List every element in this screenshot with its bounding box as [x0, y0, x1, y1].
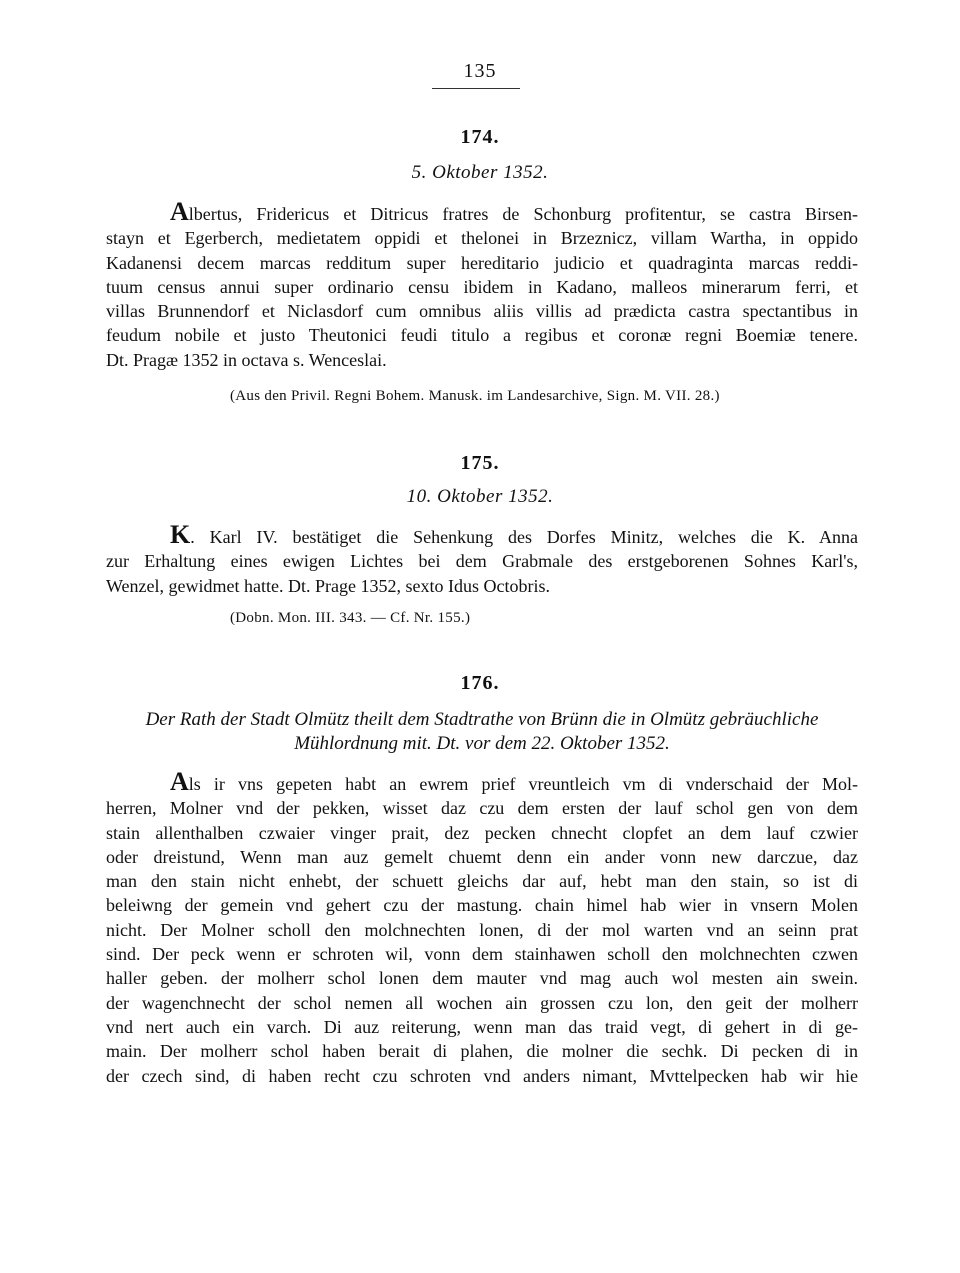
- text-line: Dt. Pragæ 1352 in octava s. Wenceslai.: [106, 349, 387, 370]
- text-line: Wenzel, gewidmet hatte. Dt. Prage 1352, sexto Idus Octobris.: [106, 575, 550, 596]
- entry-175-number: 175.: [460, 452, 500, 474]
- text-line: stayn et Egerberch, medietatem oppidi et thelonei in Brzeznicz, villam Wartha, in oppido: [106, 228, 858, 249]
- text-line: oder dreistund, Wenn man auz gemelt chuemt denn ein ander vonn new darczue, daz: [106, 846, 858, 867]
- text-line: herren, Molner vnd der pekken, wisset daz czu dem ersten der lauf schol gen von dem: [106, 798, 858, 819]
- heading-line: Der Rath der Stadt Olmütz theilt dem Stadtrathe von Brünn die in Olmütz gebräuchliche: [145, 709, 819, 730]
- text-line: feudum nobile et justo Theutonici feudi titulo a regibus et coronæ regni Boemiæ tenere.: [106, 325, 858, 346]
- entry-175-text: [106, 520, 858, 598]
- entry-174-source: (Aus den Privil. Regni Bohem. Manusk. im Landesarchive, Sign. M. VII. 28.): [230, 388, 720, 404]
- heading-line: Mühlordnung mit. Dt. vor dem 22. Oktober 1352.: [294, 733, 670, 754]
- text-line: man den stain nicht enhebt, der schuett gleichs dar auf, hebt man den stain, so ist di: [106, 871, 858, 892]
- entry-176-number: 176.: [460, 672, 500, 694]
- text-line: Albertus, Fridericus et Ditricus fratres de Schonburg profitentur, se castra Birsen-: [170, 197, 858, 226]
- entry-175-source: (Dobn. Mon. III. 343. — Cf. Nr. 155.): [230, 610, 471, 626]
- drop-initial: K: [170, 520, 191, 549]
- drop-initial: A: [170, 767, 189, 796]
- text-line: Kadanensi decem marcas redditum super hereditario judicio et quadraginta marcas reddi-: [106, 252, 858, 273]
- entry-174-date: 5. Oktober 1352.: [411, 162, 549, 183]
- entry-175-date: 10. Oktober 1352.: [406, 486, 554, 507]
- text-line: main. Der molherr schol haben berait di plahen, die molner die sechk. Di pecken di in: [106, 1041, 858, 1062]
- text-line: der wagenchnecht der schol nemen all wochen ain grossen czu lon, den geit der molherr: [106, 992, 858, 1013]
- text-line: beleiwng der gemein vnd gehert czu der mastung. chain himel hab wier in vnsern Molen: [106, 895, 858, 916]
- text-line: zur Erhaltung eines ewigen Lichtes bei dem Grabmale des erstgeborenen Sohnes Karl's,: [106, 551, 858, 572]
- text-line: vnd nert auch ein varch. Di auz reiterung, wenn man das traid vegt, di gehert in di ge-: [106, 1016, 858, 1037]
- text-line: haller geben. der molherr schol lonen dem mauter vnd mag auch wol mesten ain swein.: [106, 968, 858, 989]
- page-number: 135: [463, 60, 497, 82]
- text-line: tuum census annui super ordinario censu ibidem in Kadano, malleos minerarum ferri, et: [106, 276, 858, 297]
- entry-176-text: [106, 767, 858, 1088]
- entry-174-number: 174.: [460, 126, 500, 148]
- text-line: K. Karl IV. bestätiget die Sehenkung des Dorfes Minitz, welches die K. Anna: [170, 520, 858, 549]
- text-line: der czech sind, di haben recht czu schroten vnd anders nimant, Mvttelpecken hab wir hie: [106, 1065, 858, 1086]
- text-line: Als ir vns gepeten habt an ewrem prief vreuntleich vm di vnderschaid der Mol-: [170, 767, 858, 796]
- entry-174-text: [106, 197, 858, 372]
- entry-176-heading: [106, 708, 858, 756]
- text-line: sind. Der peck wenn er schroten wil, vonn dem stainhawen scholl den molchnechten czwen: [106, 944, 858, 965]
- text-line: villas Brunnendorf et Niclasdorf cum omnibus aliis villis ad prædicta castra spectantibus in: [106, 301, 858, 322]
- text-line: nicht. Der Molner scholl den molchnechten lonen, di der mol warten vnd an seinn prat: [106, 919, 858, 940]
- drop-initial: A: [170, 197, 189, 226]
- text-line: stain allenthalben czwaier vinger prait, dez pecken chnecht clopfet an dem lauf czwier: [106, 822, 858, 843]
- page-number-rule: [432, 88, 520, 89]
